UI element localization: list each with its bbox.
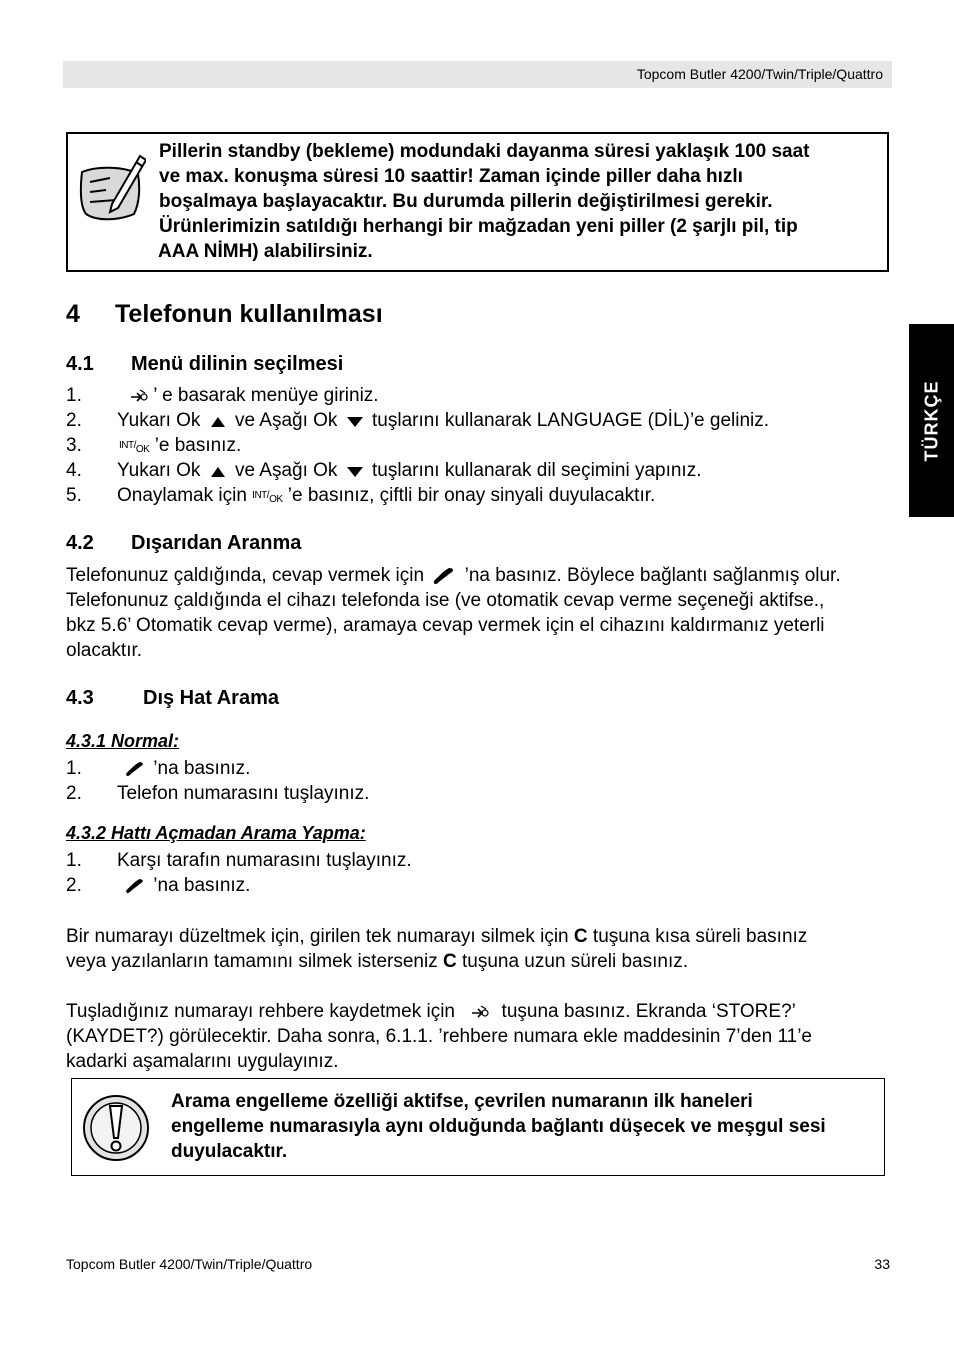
note-line: Pillerin standby (bekleme) modundaki dayanma süresi yaklaşık 100 saat [159, 141, 810, 162]
section-title: Dış Hat Arama [143, 687, 279, 709]
paragraph-line [66, 924, 896, 949]
paragraph-line [66, 999, 896, 1024]
list-number: 1. [66, 758, 82, 779]
ok-label: OK [269, 493, 283, 505]
step-text: tuşlarını kullanarak dil seçimini yapınız. [372, 460, 702, 481]
int-label: INT [119, 439, 134, 451]
list-item [117, 458, 701, 483]
list-number: 3. [66, 435, 82, 456]
paragraph-line: bkz 5.6’ Otomatik cevap verme), aramaya cevap vermek için el cihazını kaldırmanız yeterli [66, 615, 825, 636]
warning-line: Arama engelleme özelliği aktifse, çevrilen numaranın ilk haneleri [171, 1091, 753, 1112]
step-text: Yukarı Ok [117, 460, 201, 481]
section-4-1-heading [66, 352, 344, 377]
section-title: Telefonun kullanılması [115, 300, 383, 328]
paragraph-line: kadarki aşamalarını uygulayınız. [66, 1051, 339, 1072]
paragraph-text: tuşuna kısa süreli basınız [587, 926, 808, 947]
list-item [122, 873, 250, 898]
paragraph-line: (KAYDET?) görülecektir. Daha sonra, 6.1.1. ’rehbere numara ekle maddesinin 7’den 11’e [66, 1026, 812, 1047]
c-key-label: C [573, 926, 588, 947]
step-text: ’e basınız. [154, 435, 242, 456]
c-key-label: C [442, 951, 457, 972]
warning-box [71, 1078, 885, 1176]
paragraph-line: olacaktır. [66, 640, 143, 661]
side-tab-label: TÜRKÇE [921, 380, 941, 461]
note-line: boşalmaya başlayacaktır. Bu durumda pillerin değiştirilmesi gerekir. [159, 191, 773, 212]
phone-handset-icon [122, 759, 148, 779]
up-arrow-icon [206, 464, 230, 478]
step-text: ve Aşağı Ok [234, 460, 338, 481]
int-ok-icon: INT/OK [252, 489, 283, 505]
note-line: Ürünlerimizin satıldığı herhangi bir mağzadan yeni piller (2 şarjlı pil, tip [159, 216, 798, 237]
ok-label: OK [135, 443, 150, 455]
section-4-heading [66, 299, 383, 329]
note-line: AAA NİMH) alabilirsiniz. [158, 241, 373, 262]
step-text: ve Aşağı Ok [234, 410, 338, 431]
paragraph-text: tuşuna uzun süreli basınız. [456, 951, 689, 972]
paragraph-text: Tuşladığınız numarayı rehbere kaydetmek için [66, 1001, 455, 1022]
down-arrow-icon [343, 464, 367, 478]
phone-handset-icon [429, 566, 459, 586]
language-side-tab [909, 324, 954, 517]
list-number: 5. [66, 485, 82, 506]
subsection-title: 4.3.1 Normal: [66, 731, 180, 751]
paragraph-line: Telefonunuz çaldığında el cihazı telefonda ise (ve otomatik cevap verme seçeneği aktifse., [66, 590, 825, 611]
section-4-2-heading [66, 531, 302, 556]
note-box [66, 132, 889, 272]
exclamation-icon [82, 1094, 150, 1162]
int-label: INT [252, 489, 267, 501]
list-item [119, 433, 241, 458]
list-item [117, 408, 769, 433]
step-text: ’e basınız, çiftli bir onay sinyali duyulacaktır. [287, 485, 656, 506]
section-4-3-heading [66, 686, 279, 711]
paragraph-text: tuşuna basınız. Ekranda ‘STORE?’ [501, 1001, 796, 1022]
step-text: Yukarı Ok [117, 410, 201, 431]
section-number: 4 [66, 300, 80, 328]
section-title: Menü dilinin seçilmesi [131, 353, 344, 375]
section-number: 4.3 [66, 687, 94, 709]
footer-title: Topcom Butler 4200/Twin/Triple/Quattro [66, 1256, 313, 1272]
step-text: tuşlarını kullanarak LANGUAGE (DİL)’e geliniz. [372, 410, 770, 431]
subsection-title: 4.3.2 Hattı Açmadan Arama Yapma: [66, 823, 366, 843]
list-number: 1. [66, 850, 82, 871]
list-number: 2. [66, 410, 82, 431]
note-line: ve max. konuşma süresi 10 saattir! Zaman içinde piller daha hızlı [159, 166, 743, 187]
list-number: 4. [66, 460, 82, 481]
paragraph-line [66, 949, 896, 974]
step-text: ’na basınız. [153, 875, 251, 896]
down-arrow-icon [343, 414, 367, 428]
note-pencil-icon [76, 150, 146, 224]
section-number: 4.2 [66, 532, 94, 554]
list-item: Telefon numarasını tuşlayınız. [117, 783, 370, 804]
header-title: Topcom Butler 4200/Twin/Triple/Quattro [636, 66, 883, 82]
page-number: 33 [874, 1256, 890, 1272]
paragraph-line [66, 563, 896, 588]
list-item [122, 756, 250, 781]
up-arrow-icon [206, 414, 230, 428]
step-text: ’na basınız. [153, 758, 251, 779]
phone-handset-icon [122, 876, 148, 896]
int-ok-icon: INT/OK [119, 439, 150, 455]
section-title: Dışarıdan Aranma [131, 532, 302, 554]
step-text: Onaylamak için [117, 485, 247, 506]
header-bar [63, 61, 892, 88]
step-text: ’ e basarak menüye giriniz. [153, 385, 379, 406]
warning-line: duyulacaktır. [171, 1141, 288, 1162]
paragraph-text: veya yazılanların tamamını silmek isterseniz [66, 951, 443, 972]
list-number: 2. [66, 783, 82, 804]
list-item [117, 483, 655, 508]
list-item: Karşı tarafın numarasını tuşlayınız. [117, 850, 412, 871]
menu-arrow-icon [460, 1005, 496, 1019]
paragraph-text: Bir numarayı düzeltmek için, girilen tek numarayı silmek için [66, 926, 574, 947]
section-number: 4.1 [66, 353, 94, 375]
paragraph-text: Telefonunuz çaldığında, cevap vermek için [66, 565, 425, 586]
warning-line: engelleme numarasıyla aynı olduğunda bağlantı düşecek ve meşgul sesi [171, 1116, 826, 1137]
list-item [130, 383, 379, 408]
paragraph-text: ’na basınız. Böylece bağlantı sağlanmış olur. [464, 565, 841, 586]
list-number: 2. [66, 875, 82, 896]
menu-arrow-icon [130, 389, 148, 403]
list-number: 1. [66, 385, 82, 406]
